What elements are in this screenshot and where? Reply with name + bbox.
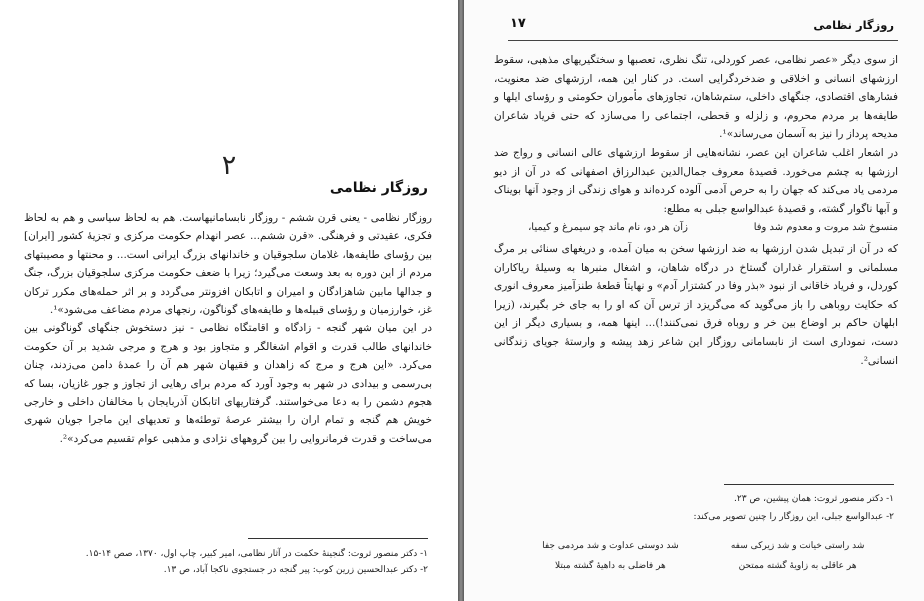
right-body-text [494,51,898,370]
left-page [0,0,458,601]
footnote-rule [248,538,428,539]
verse-hemistich: زآن هر دو، نام ماند چو سیمرغ و کیمیا، [528,222,688,234]
footnote: ۲- عبدالواسع جبلی، این روزگار را چنین تصویر می‌کند: [693,512,894,522]
verse-line [494,219,898,238]
header-rule [508,40,898,41]
verse-hemistich: هر عاقلی به زاویهٔ گشته ممتحن [738,561,857,571]
paragraph: که در آن از تبدیل شدن ارزشها به ضد ارزشها سخن به میان آمده، و دریغهای سنائی بر مرگ مسلمانی و استقرار غداران گستاخ در درگاه شاهان، و اشغال منبرها به وسیلهٔ ریاکاران کوردل، و فریاد خاقانی از نبود «بذر وفا در کشتزار آدم» و نهایتاً قطعهٔ طنزآمیز معروف انوری که حکایت روباهی را باز می‌گوید که می‌گریزد از ترس آن که او را به جای خر بگیرند، (زیرا ابلهان حاکم بر اوضاع بین خر و روباه فرق نمی‌کنند!)... اینها همه، و بسیاری دیگر از این دست، نموداری است از نابسامانی روزگار این شاعر زهد پیشه و وارستهٔ جویای زندگانی انسانی². [494,242,898,367]
verse-hemistich: منسوخ شد مروت و معدوم شد وفا [753,222,898,234]
running-head: روزگار نظامی [813,18,894,32]
paragraph: در اشعار اغلب شاعران این عصر، نشانه‌هایی از سقوط ارزشهای عالی انسانی و رواج ضد ارزشها به چشم می‌خورد. قصیدهٔ معروف جمال‌الدین عبدالرزاق اصفهانی که در آن از دیو مردمی یاد می‌کند که جهان را به حرص آدمی آلوده کرده‌اند و هوای زندگی از وجود آنها بویناک و آبها ناگوار گشته، و قصیدهٔ عبدالواسع جبلی به مطلع: [494,146,898,215]
footnote: ۱- دکتر منصور ثروت: گنجینهٔ حکمت در آثار نظامی، امیر کبیر، چاپ اول، ۱۳۷۰، صص ۱۴-۱۵. [85,549,428,559]
paragraph: در این میان شهر گنجه - زادگاه و اقامتگاه نظامی - نیز دستخوش جنگهای گوناگونی بین خاندانهای طالب قدرت و اقوام اشغالگر و متجاوز بود و هرج و مرجی شدید بر آن حکومت می‌کرد. «این هرج و مرج که زاهدان و فقیهان شهر هم آن را عمدهٔ دامن می‌زدند، چنان بی‌رسمی و بیدادی در شهر به وجود آورد که مردم برای رهایی از تجاوز و جور غازیان، بسا که هجوم دشمن را به دعا می‌خواستند. گرفتاریهای اتابکان آذربایجان با مخالفان داخلی و خارجی خویش هم گنجه و تمام اران را بیشتر عرصهٔ توطئه‌ها و تعدیهای این ماجرا جویان شهری می‌ساخت و قدرت فرمانروایی را بین گروههای نژادی و مذهبی عوام تقسیم می‌کرد»². [24,322,432,445]
chapter-number: ۲ [221,150,237,181]
verse-line [524,536,884,556]
paragraph: روزگار نظامی - یعنی قرن ششم - روزگار نابسامانیهاست. هم به لحاظ سیاسی و هم به لحاظ فکری، عقیدتی و فرهنگی. «قرن ششم... عصر انهدام حکومت مرکزی و تجزیهٔ کشور [ایران] بین رؤسای طایفه‌ها، غلامان سلجوقیان و خاندانهای بزرگ ایرانی است... و محنتها و مصیبتهای مردم از این دوره به بعد وسعت می‌گیرد؛ زیرا با ضعف حکومت مرکزی سلجوقیان بزرگ، جنگ و جدالها مابین شاهزادگان و امیران و اتابکان افزونتر می‌گردد و بر اثر حمله‌های مکرر ترکان غز، خوارزمیان و رؤسای قبیله‌ها و طایفه‌های گوناگون، رنجهای مردم مضاعف می‌شود»¹. [24,212,432,317]
verse-line [524,556,884,576]
right-page [464,0,924,601]
footnote-verse [524,536,884,576]
chapter-title: روزگار نظامی [329,180,428,196]
paragraph: از سوی دیگر «عصر نظامی، عصر کوردلی، تنگ نظری، تعصبها و سختگیریهای مذهبی، سقوط ارزشهای انسانی و اخلاقی و ضدخردگرایی است. در کنار این همه، ارزشهای ضد معنویت، فشارهای اقتصادی، جنگهای داخلی، ستم‌شاهان، تجاوزهای مأموران حکومتی و رؤسای ایلها و طایفه‌ها بر مردم محروم، و زلزله و قحطی، اجتماعی را می‌سازد که حتی فریاد شاعران مدیحه پرداز را نیز به آسمان می‌رساند»¹. [494,54,898,141]
footnote: ۱- دکتر منصور ثروت: همان پیشین، ص ۲۳. [734,494,894,504]
footnote: ۲- دکتر عبدالحسین زرین کوب: پیر گنجه در جستجوی ناکجا آباد، ص ۱۳. [163,565,428,575]
verse-hemistich: شد راستی خیانت و شد زیرکی سفه [730,541,865,551]
page-number: ۱۷ [510,16,526,31]
verse-hemistich: شد دوستی عداوت و شد مردمی جفا [542,541,679,551]
footnote-rule [724,484,894,485]
verse-hemistich: هر فاضلی به داهیهٔ گشته مبتلا [555,561,666,571]
left-body-text [24,209,432,448]
